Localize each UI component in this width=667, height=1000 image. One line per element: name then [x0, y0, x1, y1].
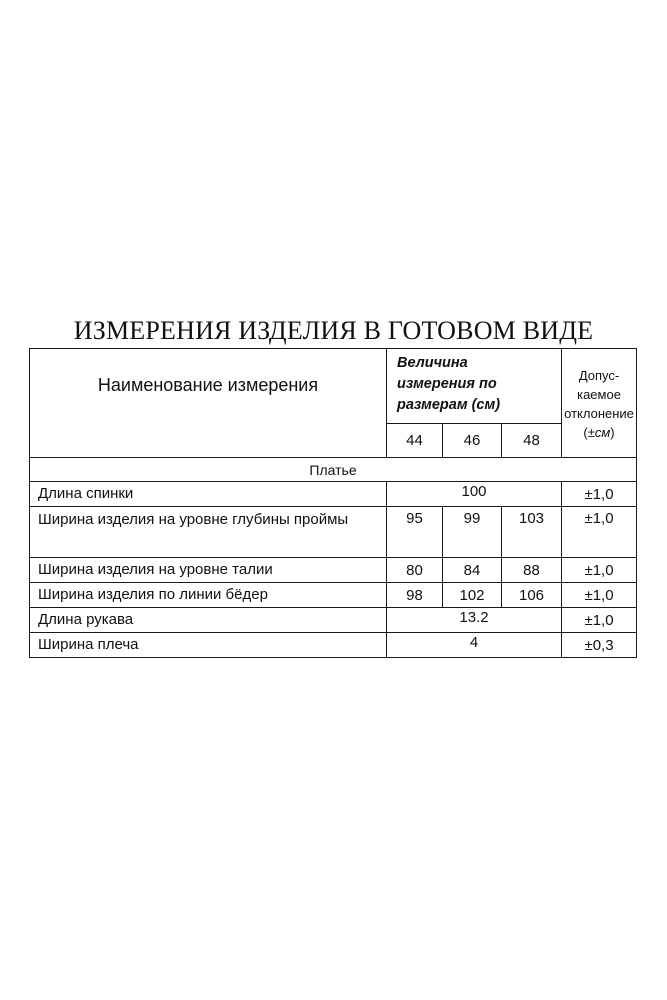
header-tol-unit: см	[594, 425, 611, 440]
size-44: 44	[387, 424, 443, 458]
row-value: 100	[387, 482, 562, 507]
row-value-44: 98	[387, 583, 443, 608]
header-measurement-name: Наименование измерения	[30, 349, 387, 458]
table-row	[30, 633, 637, 658]
row-tolerance: ±0,3	[562, 633, 637, 658]
row-value-48: 103	[502, 507, 562, 558]
table-row	[30, 482, 637, 507]
row-value-44: 95	[387, 507, 443, 558]
row-value-46: 99	[443, 507, 502, 558]
table-row	[30, 608, 637, 633]
header-size-values	[387, 349, 562, 424]
row-value: 4	[387, 633, 562, 658]
measurements-table	[29, 348, 637, 658]
table-row	[30, 558, 637, 583]
row-value-46: 102	[443, 583, 502, 608]
row-value-44: 80	[387, 558, 443, 583]
header-tol-line1: Допус-	[578, 368, 620, 383]
row-tolerance: ±1,0	[562, 482, 637, 507]
table-row	[30, 507, 637, 558]
row-tolerance: ±1,0	[562, 583, 637, 608]
section-label: Платье	[30, 458, 637, 482]
row-value-48: 106	[502, 583, 562, 608]
header-size-line1: Величина	[397, 355, 468, 371]
header-tol-line2: каемое	[577, 387, 621, 402]
row-name: Ширина изделия на уровне глубины проймы	[30, 507, 387, 558]
row-tolerance: ±1,0	[562, 608, 637, 633]
row-name: Длина спинки	[30, 482, 387, 507]
row-value-48: 88	[502, 558, 562, 583]
header-tol-unit-close: )	[610, 425, 615, 440]
document-title: ИЗМЕРЕНИЯ ИЗДЕЛИЯ В ГОТОВОМ ВИДЕ	[73, 316, 594, 345]
section-row	[30, 458, 637, 482]
header-size-line3: размерам (см)	[397, 397, 501, 413]
table-header-row	[30, 349, 637, 424]
header-size-line2: измерения по	[397, 376, 497, 392]
table-row	[30, 583, 637, 608]
header-tol-unit-open: (±	[583, 425, 595, 440]
row-name: Длина рукава	[30, 608, 387, 633]
size-48: 48	[502, 424, 562, 458]
row-name: Ширина изделия на уровне талии	[30, 558, 387, 583]
row-value: 13.2	[387, 608, 562, 633]
size-46: 46	[443, 424, 502, 458]
row-tolerance: ±1,0	[562, 558, 637, 583]
row-name: Ширина изделия по линии бёдер	[30, 583, 387, 608]
header-tol-line3: отклонение	[564, 406, 634, 421]
row-tolerance: ±1,0	[562, 507, 637, 558]
row-value-46: 84	[443, 558, 502, 583]
header-tolerance	[562, 349, 637, 458]
row-name: Ширина плеча	[30, 633, 387, 658]
